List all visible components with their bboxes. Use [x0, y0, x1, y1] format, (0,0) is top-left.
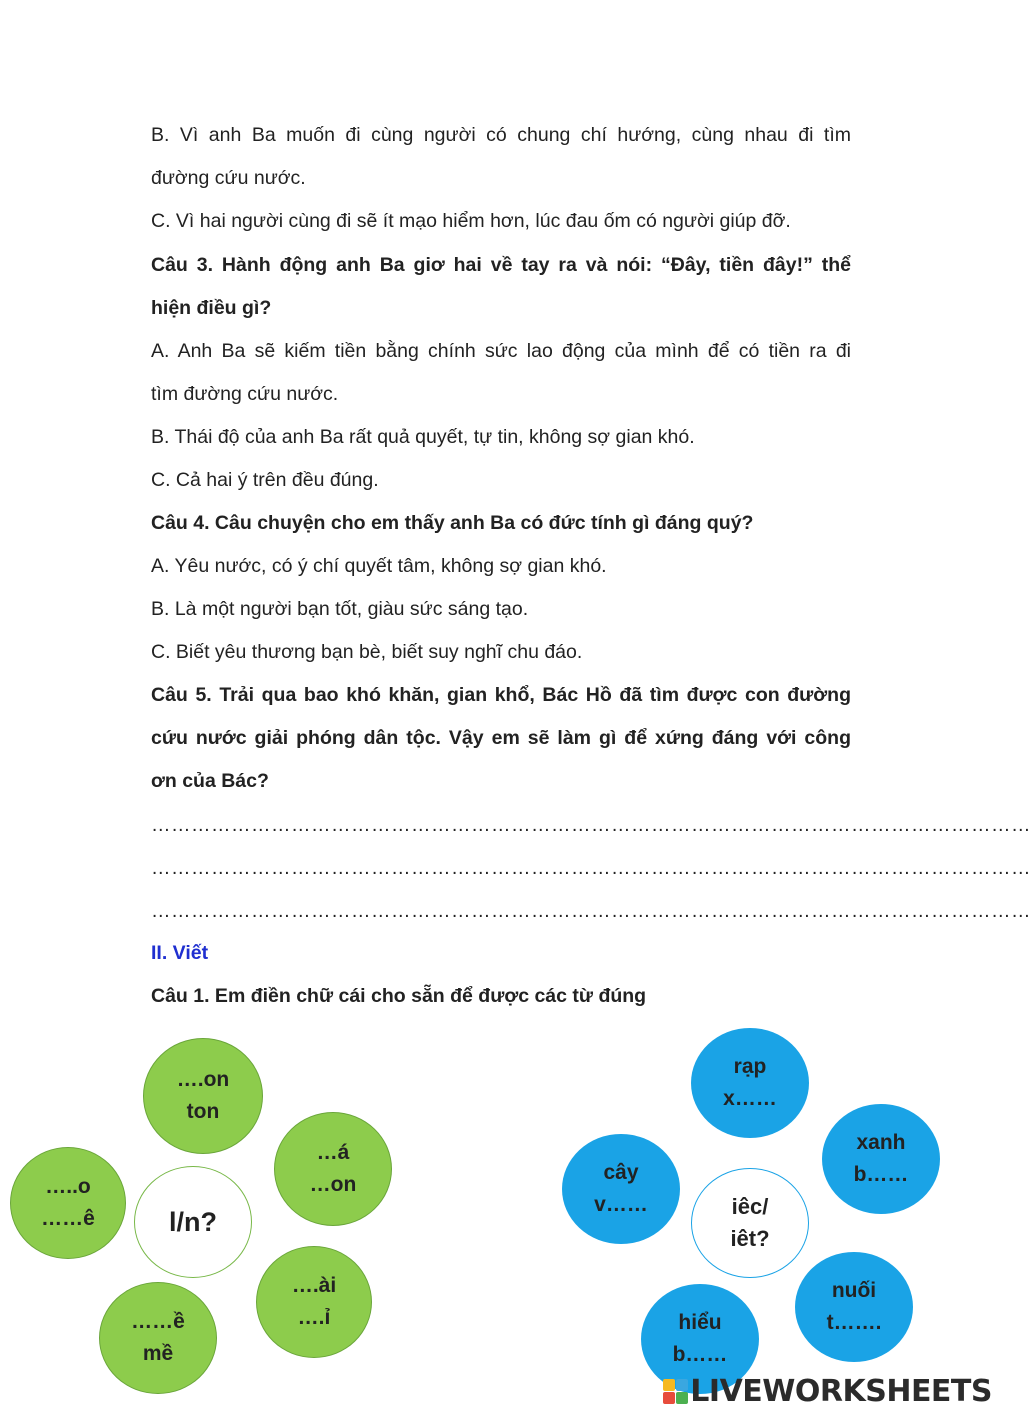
green-bubble-bottom-line2: mề	[142, 1342, 174, 1365]
green-bubble-right-bottom-line1: ….ài	[291, 1274, 337, 1297]
q2-option-b-line1: B. Vì anh Ba muốn đi cùng người có chung chí hướng, cùng nhau đi tìm	[151, 124, 851, 146]
green-bubble-top[interactable]	[143, 1038, 263, 1154]
liveworksheets-logo-text: LIVEWORKSHEETS	[690, 1373, 992, 1409]
q3-option-a-line1: A. Anh Ba sẽ kiếm tiền bằng chính sức lao động của mình để có tiền ra đi	[151, 340, 851, 362]
section-title-writing: II. Viết	[151, 942, 209, 964]
blue-bubble-right-top-line1: xanh	[856, 1131, 906, 1154]
green-bubble-top-line2: ton	[186, 1100, 220, 1123]
q4-question: Câu 4. Câu chuyện cho em thấy anh Ba có đức tính gì đáng quý?	[151, 512, 754, 534]
answer-line-3[interactable]: ……………………………………………………………………………………………………………………	[151, 900, 1031, 922]
q2-option-c: C. Vì hai người cùng đi sẽ ít mạo hiểm hơn, lúc đau ốm có người giúp đỡ.	[151, 210, 791, 232]
green-bubble-bottom[interactable]	[99, 1282, 217, 1394]
q3-question-line2: hiện điều gì?	[151, 297, 272, 319]
green-bubble-left-line2: ……ê	[41, 1207, 95, 1230]
green-bubble-right-bottom-line2: ….ỉ	[297, 1306, 331, 1329]
blue-center-line2: iêt?	[730, 1226, 770, 1251]
green-bubble-right-top-line1: …á	[316, 1141, 350, 1164]
writing-q1: Câu 1. Em điền chữ cái cho sẵn để được các từ đúng	[151, 985, 647, 1007]
q3-option-c: C. Cả hai ý trên đều đúng.	[151, 469, 379, 491]
blue-bubble-right-bottom-line2: t…….	[826, 1311, 882, 1334]
green-bubble-left[interactable]	[10, 1147, 126, 1259]
green-bubble-left-line1: …..o	[45, 1175, 91, 1198]
q5-question-line3: ơn của Bác?	[151, 770, 269, 792]
q4-option-a: A. Yêu nước, có ý chí quyết tâm, không sợ gian khó.	[151, 555, 607, 577]
blue-bubble-right-top-line2: b……	[853, 1163, 909, 1186]
liveworksheets-logo-icon	[663, 1379, 688, 1404]
green-bubble-right-top[interactable]	[274, 1112, 392, 1226]
blue-bubble-top-line2: x……	[723, 1087, 777, 1110]
blue-bubble-right-top[interactable]	[822, 1104, 940, 1214]
blue-bubble-bottom-line2: b……	[672, 1343, 728, 1366]
green-bubble-right-bottom[interactable]	[256, 1246, 372, 1358]
green-bubble-right-top-line2: …on	[309, 1173, 357, 1196]
blue-bubble-top[interactable]	[691, 1028, 809, 1138]
q5-question-line1: Câu 5. Trải qua bao khó khăn, gian khổ, Bác Hồ đã tìm được con đường	[151, 684, 851, 706]
blue-center-line1: iêc/	[731, 1194, 769, 1219]
blue-bubble-left-line2: v……	[594, 1193, 648, 1216]
green-bubble-bottom-line1: ……ề	[131, 1310, 185, 1333]
liveworksheets-logo	[663, 1373, 992, 1409]
blue-center-bubble	[691, 1168, 809, 1278]
blue-bubble-right-bottom[interactable]	[795, 1252, 913, 1362]
q3-option-a-line2: tìm đường cứu nước.	[151, 383, 339, 405]
green-bubble-top-line1: ….on	[176, 1068, 230, 1091]
blue-bubble-left[interactable]	[562, 1134, 680, 1244]
blue-bubble-left-line1: cây	[603, 1161, 639, 1184]
q3-option-b: B. Thái độ của anh Ba rất quả quyết, tự tin, không sợ gian khó.	[151, 426, 695, 448]
green-center-bubble	[134, 1166, 252, 1278]
green-center-label: l/n?	[169, 1207, 217, 1237]
answer-line-1[interactable]: ……………………………………………………………………………………………………………………	[151, 814, 1031, 836]
q3-question-line1: Câu 3. Hành động anh Ba giơ hai về tay ra và nói: “Đây, tiền đây!” thể	[151, 254, 851, 276]
q5-question-line2: cứu nước giải phóng dân tộc. Vậy em sẽ làm gì để xứng đáng với công	[151, 727, 851, 749]
answer-line-2[interactable]: ……………………………………………………………………………………………………………………	[151, 857, 1031, 879]
q4-option-b: B. Là một người bạn tốt, giàu sức sáng tạo.	[151, 598, 529, 620]
q2-option-b-line2: đường cứu nước.	[151, 167, 306, 189]
blue-bubble-top-line1: rạp	[733, 1055, 767, 1078]
q4-option-c: C. Biết yêu thương bạn bè, biết suy nghĩ chu đáo.	[151, 641, 583, 663]
blue-bubble-bottom-line1: hiểu	[678, 1311, 722, 1334]
blue-bubble-right-bottom-line1: nuối	[831, 1279, 877, 1302]
